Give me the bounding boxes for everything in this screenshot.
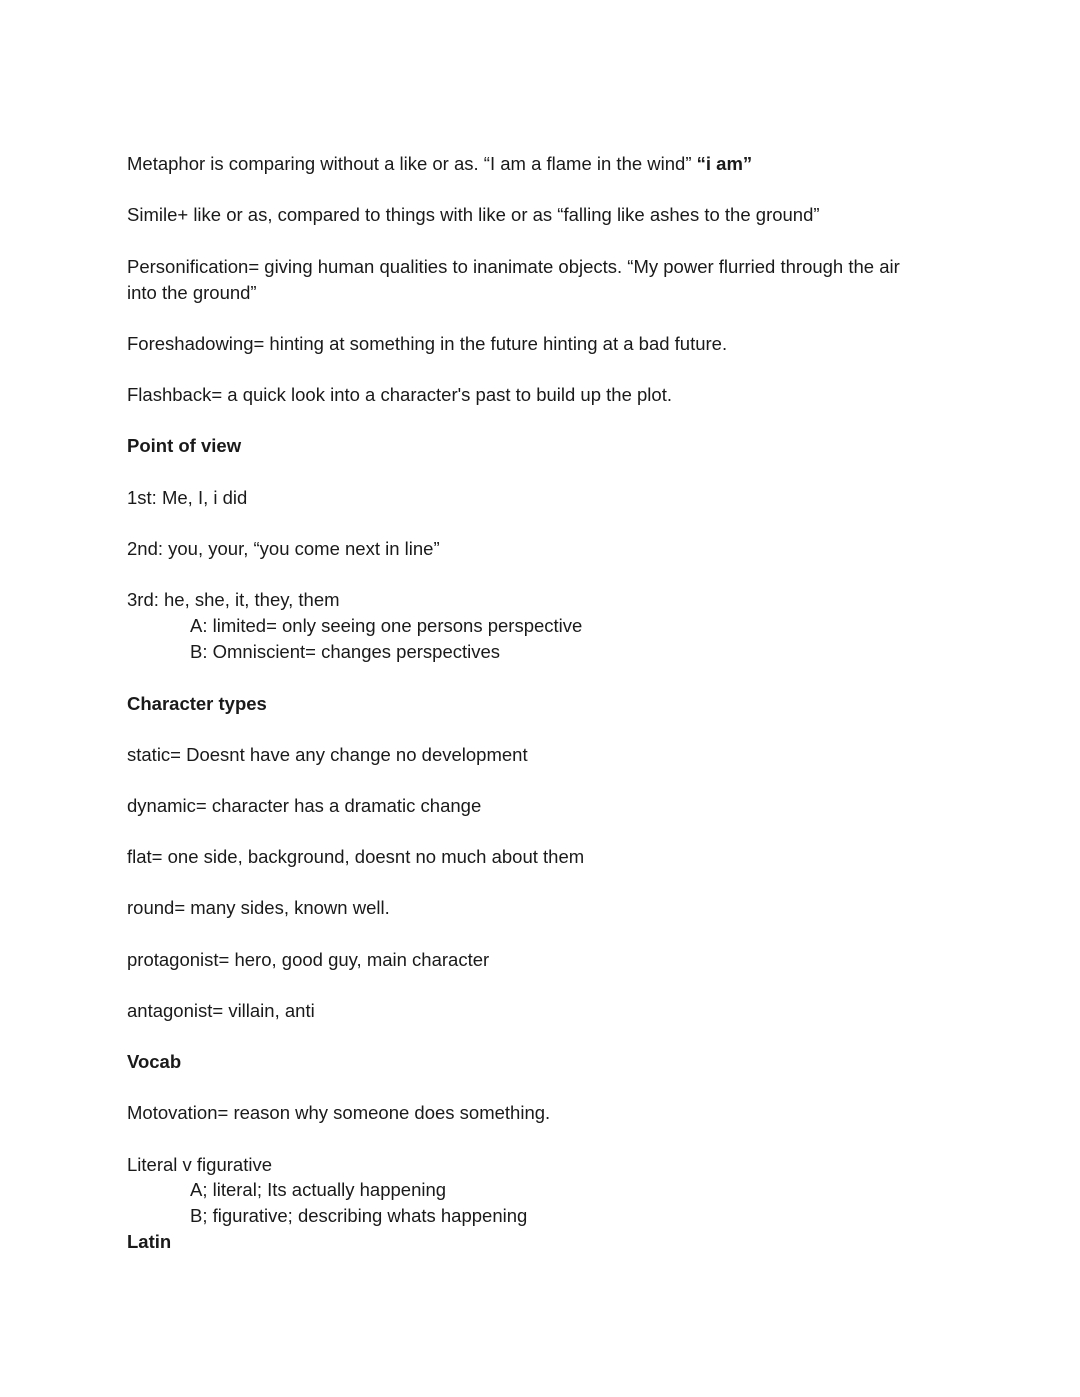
point-of-view-heading: Point of view bbox=[127, 435, 242, 456]
latin-heading: Latin bbox=[127, 1231, 172, 1252]
personification-line-2: into the ground” bbox=[127, 282, 257, 303]
character-dynamic: dynamic= character has a dramatic change bbox=[127, 795, 482, 816]
character-flat: flat= one side, background, doesnt no much about them bbox=[127, 846, 585, 867]
pov-third-limited: A: limited= only seeing one persons perspective bbox=[190, 615, 583, 636]
pov-third-omniscient: B: Omniscient= changes perspectives bbox=[190, 641, 501, 662]
simile-line: Simile+ like or as, compared to things with like or as “falling like ashes to the ground” bbox=[127, 204, 820, 225]
metaphor-line bbox=[127, 151, 752, 177]
vocab-literal-v-figurative: Literal v figurative bbox=[127, 1154, 272, 1175]
character-round: round= many sides, known well. bbox=[127, 897, 390, 918]
pov-first-person: 1st: Me, I, i did bbox=[127, 487, 248, 508]
pov-third-person: 3rd: he, she, it, they, them bbox=[127, 589, 340, 610]
foreshadowing-line: Foreshadowing= hinting at something in the future hinting at a bad future. bbox=[127, 333, 728, 354]
character-protagonist: protagonist= hero, good guy, main character bbox=[127, 949, 490, 970]
personification-line-1: Personification= giving human qualities to inanimate objects. “My power flurried through the air bbox=[127, 256, 900, 277]
character-antagonist: antagonist= villain, anti bbox=[127, 1000, 315, 1021]
character-static: static= Doesnt have any change no development bbox=[127, 744, 528, 765]
vocab-motivation: Motovation= reason why someone does something. bbox=[127, 1102, 551, 1123]
vocab-heading: Vocab bbox=[127, 1051, 182, 1072]
vocab-literal: A; literal; Its actually happening bbox=[190, 1179, 447, 1200]
metaphor-emphasis: “i am” bbox=[696, 153, 753, 174]
flashback-line: Flashback= a quick look into a character's past to build up the plot. bbox=[127, 384, 672, 405]
metaphor-text: Metaphor is comparing without a like or as. “I am a flame in the wind” bbox=[127, 153, 697, 174]
character-types-heading: Character types bbox=[127, 693, 267, 714]
vocab-figurative: B; figurative; describing whats happening bbox=[190, 1205, 528, 1226]
pov-second-person: 2nd: you, your, “you come next in line” bbox=[127, 538, 440, 559]
